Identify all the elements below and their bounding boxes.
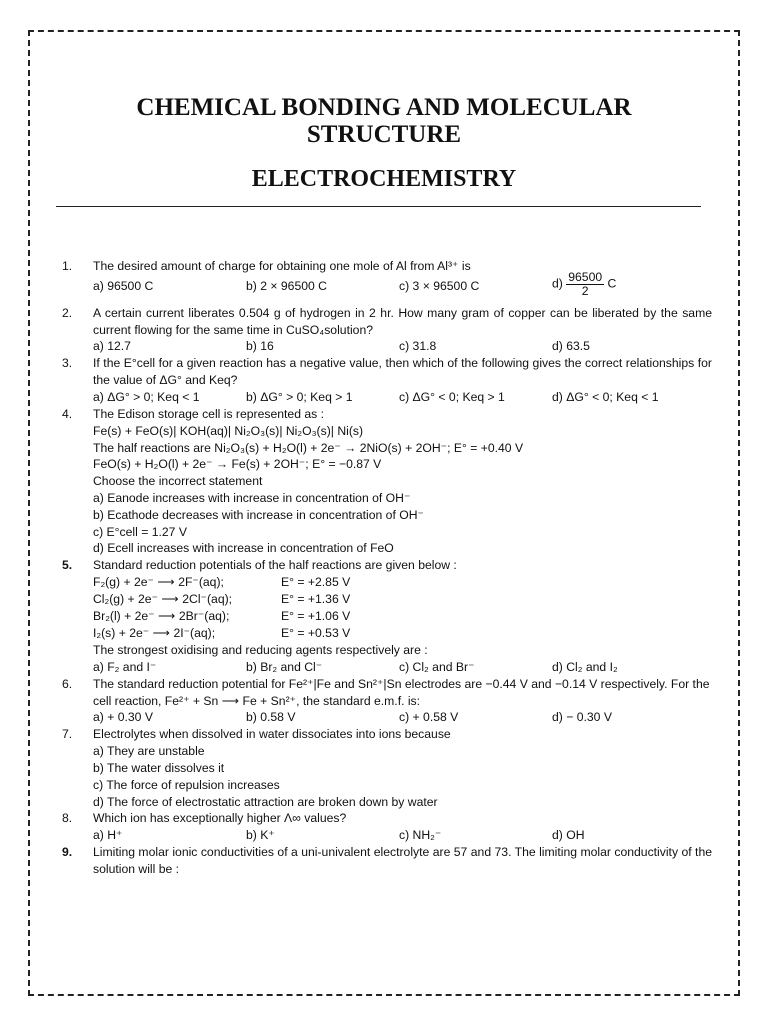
fraction	[566, 271, 604, 298]
question-1	[62, 258, 712, 305]
reaction-potential: E° = +0.53 V	[281, 625, 351, 640]
question-8	[62, 810, 712, 844]
question-number: 2.	[62, 305, 73, 320]
option-c: c) + 0.58 V	[399, 710, 459, 725]
option-c: c) NH₂⁻	[399, 828, 442, 843]
option-a: a) 12.7	[93, 339, 131, 354]
reaction-equation: Br₂(l) + 2e⁻ ⟶ 2Br⁻(aq);	[93, 608, 230, 623]
question-number: 4.	[62, 406, 73, 421]
reaction-equation: Cl₂(g) + 2e⁻ ⟶ 2Cl⁻(aq);	[93, 591, 233, 606]
option-a: a) F₂ and I⁻	[93, 659, 157, 674]
option-d: d) ΔG° < 0; Keq < 1	[552, 389, 659, 404]
option-c: c) ΔG° < 0; Keq > 1	[399, 389, 505, 404]
question-text: Which ion has exceptionally higher Λ∞ values?	[93, 811, 347, 826]
title-divider	[56, 206, 701, 207]
page-title-line-1: CHEMICAL BONDING AND MOLECULAR	[136, 94, 632, 121]
reaction-row	[93, 574, 712, 591]
reaction-potential: E° = +1.36 V	[281, 591, 351, 606]
option-a: a) They are unstable	[93, 744, 205, 759]
options-row	[93, 709, 712, 726]
option-b: b) Br₂ and Cl⁻	[246, 659, 323, 674]
question-list	[62, 258, 712, 878]
option-d: d) Cl₂ and I₂	[552, 659, 618, 674]
option-b: b) 0.58 V	[246, 710, 296, 725]
question-number: 5.	[62, 558, 73, 573]
options-row	[93, 389, 712, 406]
reaction-row	[93, 608, 712, 625]
question-number: 3.	[62, 356, 73, 371]
question-text: Standard reduction potentials of the half reactions are given below :	[93, 558, 457, 573]
option-a: a) ΔG° > 0; Keq < 1	[93, 389, 200, 404]
option-a: a) Eanode increases with increase in concentration of OH⁻	[93, 490, 411, 505]
option-d: d) − 0.30 V	[552, 710, 612, 725]
option-d: d) OH	[552, 828, 585, 843]
question-6	[62, 676, 712, 727]
option-d	[552, 271, 616, 298]
question-9	[62, 844, 712, 878]
option-d-prefix: d)	[552, 276, 563, 291]
option-d-unit: C	[607, 276, 617, 291]
question-text: Electrolytes when dissolved in water dissociates into ions because	[93, 727, 451, 742]
option-c: c) E°cell = 1.27 V	[93, 524, 187, 539]
question-4	[62, 406, 712, 557]
page-subtitle: ELECTROCHEMISTRY	[251, 166, 517, 192]
question-text: The desired amount of charge for obtaining one mole of Al from Al³⁺ is	[93, 259, 471, 273]
option-b: b) 16	[246, 339, 274, 354]
option-c: c) Cl₂ and Br⁻	[399, 659, 475, 674]
question-number: 1.	[62, 259, 73, 273]
reaction-potential: E° = +1.06 V	[281, 608, 351, 623]
question-text: A certain current liberates 0.504 g of hydrogen in 2 hr. How many gram of copper can be liberated by the same current flowing for the same time in CuSO₄solution?	[93, 305, 712, 337]
options-row	[93, 338, 712, 355]
option-b: b) The water dissolves it	[93, 760, 225, 775]
page-title-line-2: STRUCTURE	[306, 121, 462, 148]
option-c: c) The force of repulsion increases	[93, 777, 280, 792]
reaction-equation: I₂(s) + 2e⁻ ⟶ 2I⁻(aq);	[93, 625, 216, 640]
cell-notation: Fe(s) + FeO(s)| KOH(aq)| Ni₂O₃(s)| Ni₂O₃(s)| Ni(s)	[93, 423, 364, 438]
question-number: 7.	[62, 727, 73, 742]
option-d: d) 63.5	[552, 339, 590, 354]
option-a: a) + 0.30 V	[93, 710, 153, 725]
option-d: d) The force of electrostatic attraction are broken down by water	[93, 794, 438, 809]
half-reaction-2: FeO(s) + H₂O(l) + 2e⁻ → Fe(s) + 2OH⁻; E° = −0.87 V	[93, 457, 382, 472]
instruction: Choose the incorrect statement	[93, 474, 263, 489]
question-7	[62, 726, 712, 810]
option-b: b) Ecathode decreases with increase in concentration of OH⁻	[93, 507, 424, 522]
option-d: d) Ecell increases with increase in concentration of FeO	[93, 541, 394, 556]
question-line: The Edison storage cell is represented as :	[93, 406, 325, 421]
options-row	[93, 659, 712, 676]
option-a: a) H⁺	[93, 828, 123, 843]
option-b: b) K⁺	[246, 828, 275, 843]
fraction-numerator: 96500	[568, 269, 603, 284]
question-text: If the E°cell for a given reaction has a negative value, then which of the following gives the correct relationships for the value of ΔG° and Keq?	[93, 356, 712, 388]
options-row	[93, 827, 712, 844]
options-row	[93, 269, 712, 305]
reaction-row	[93, 591, 712, 608]
fraction-denominator: 2	[581, 283, 589, 298]
question-number: 8.	[62, 811, 73, 826]
question-number: 6.	[62, 676, 73, 691]
option-a: a) 96500 C	[93, 278, 154, 293]
question-text: Limiting molar ionic conductivities of a uni-univalent electrolyte are 57 and 73. The limiting molar conductivity of the solution will be :	[93, 845, 712, 876]
option-b: b) ΔG° > 0; Keq > 1	[246, 389, 353, 404]
reaction-potential: E° = +2.85 V	[281, 574, 351, 589]
question-text: The standard reduction potential for Fe²⁺|Fe and Sn²⁺|Sn electrodes are −0.44 V and −0.14 V respectively. For the cell reaction, Fe²⁺ + Sn ⟶ Fe + Sn²⁺, the standard e.m.f. is:	[93, 676, 710, 708]
option-c: c) 31.8	[399, 339, 437, 354]
question-3	[62, 355, 712, 406]
question-number: 9.	[62, 845, 73, 860]
reaction-row	[93, 625, 712, 642]
option-c: c) 3 × 96500 C	[399, 278, 480, 293]
question-2	[62, 305, 712, 356]
reaction-equation: F₂(g) + 2e⁻ ⟶ 2F⁻(aq);	[93, 574, 224, 589]
half-reaction-1: The half reactions are Ni₂O₃(s) + H₂O(l) + 2e⁻ → 2NiO(s) + 2OH⁻; E° = +0.40 V	[93, 440, 524, 455]
question-subtext: The strongest oxidising and reducing agents respectively are :	[93, 642, 428, 657]
question-5	[62, 557, 712, 676]
option-b: b) 2 × 96500 C	[246, 278, 327, 293]
